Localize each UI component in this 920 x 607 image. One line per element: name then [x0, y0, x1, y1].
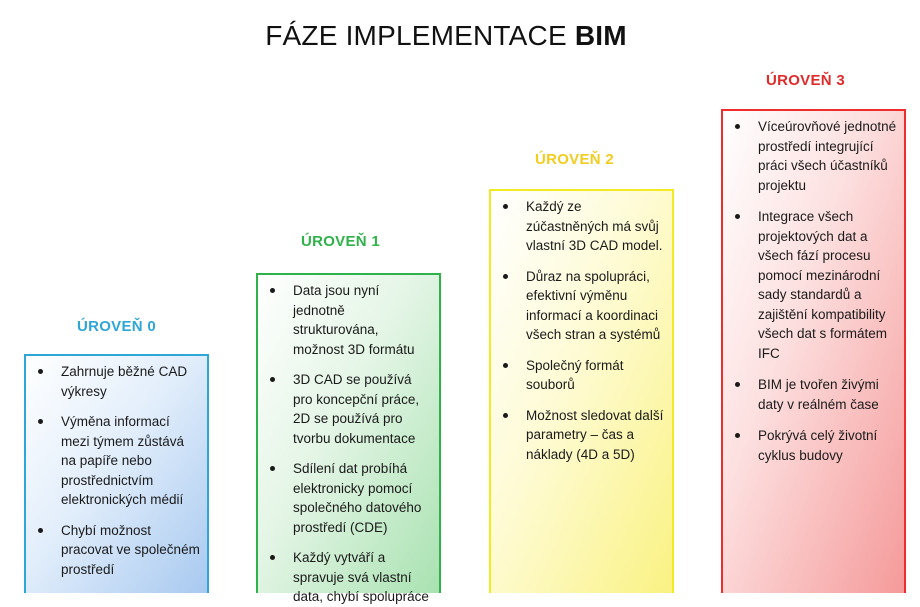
level-3-box [721, 109, 906, 593]
level-0-label: ÚROVEŇ 0 [76, 318, 157, 335]
level-0-item: Chybí možnost pracovat ve společném prostředí [34, 521, 201, 580]
level-2-list [499, 197, 666, 464]
level-3-label: ÚROVEŇ 3 [765, 72, 846, 89]
level-2-item: Každý ze zúčastněných má svůj vlastní 3D CAD model. [499, 197, 666, 256]
title-main: FÁZE IMPLEMENTACE [265, 20, 567, 51]
level-3-list [731, 117, 898, 465]
level-1-list [266, 281, 433, 607]
level-0-item: Zahrnuje běžné CAD výkresy [34, 362, 201, 401]
level-3-item: Pokrývá celý životní cyklus budovy [731, 426, 898, 465]
level-1-item: Sdílení dat probíhá elektronicky pomocí společného datového prostředí (CDE) [266, 459, 433, 537]
diagram-title [0, 20, 892, 52]
title-bold: BIM [574, 20, 627, 51]
level-3-item: Integrace všech projektových dat a všech fází procesu pomocí mezinárodní sady standardů a zajištění kompatibility všech dat s formátem IFC [731, 207, 898, 363]
level-3-item: Víceúrovňové jednotné prostředí integrující práci všech účastníků projektu [731, 117, 898, 195]
level-2-item: Možnost sledovat další parametry – čas a náklady (4D a 5D) [499, 406, 666, 465]
level-1-item: 3D CAD se používá pro koncepční práce, 2D se používá pro tvorbu dokumentace [266, 370, 433, 448]
level-2-box [489, 189, 674, 593]
level-1-label: ÚROVEŇ 1 [300, 233, 381, 250]
level-0-box [24, 354, 209, 593]
level-0-item: Výměna informací mezi týmem zůstává na papíře nebo prostřednictvím elektronických médií [34, 412, 201, 510]
level-1-item: Každý vytváří a spravuje svá vlastní data, chybí spolupráce [266, 548, 433, 607]
level-3-item: BIM je tvořen živými daty v reálném čase [731, 375, 898, 414]
level-1-box [256, 273, 441, 604]
level-0-list [34, 362, 201, 579]
level-1-item: Data jsou nyní jednotně strukturována, možnost 3D formátu [266, 281, 433, 359]
level-2-item: Důraz na spolupráci, efektivní výměnu informací a koordinaci všech stran a systémů [499, 267, 666, 345]
level-2-label: ÚROVEŇ 2 [534, 151, 615, 168]
level-2-item: Společný formát souborů [499, 356, 666, 395]
